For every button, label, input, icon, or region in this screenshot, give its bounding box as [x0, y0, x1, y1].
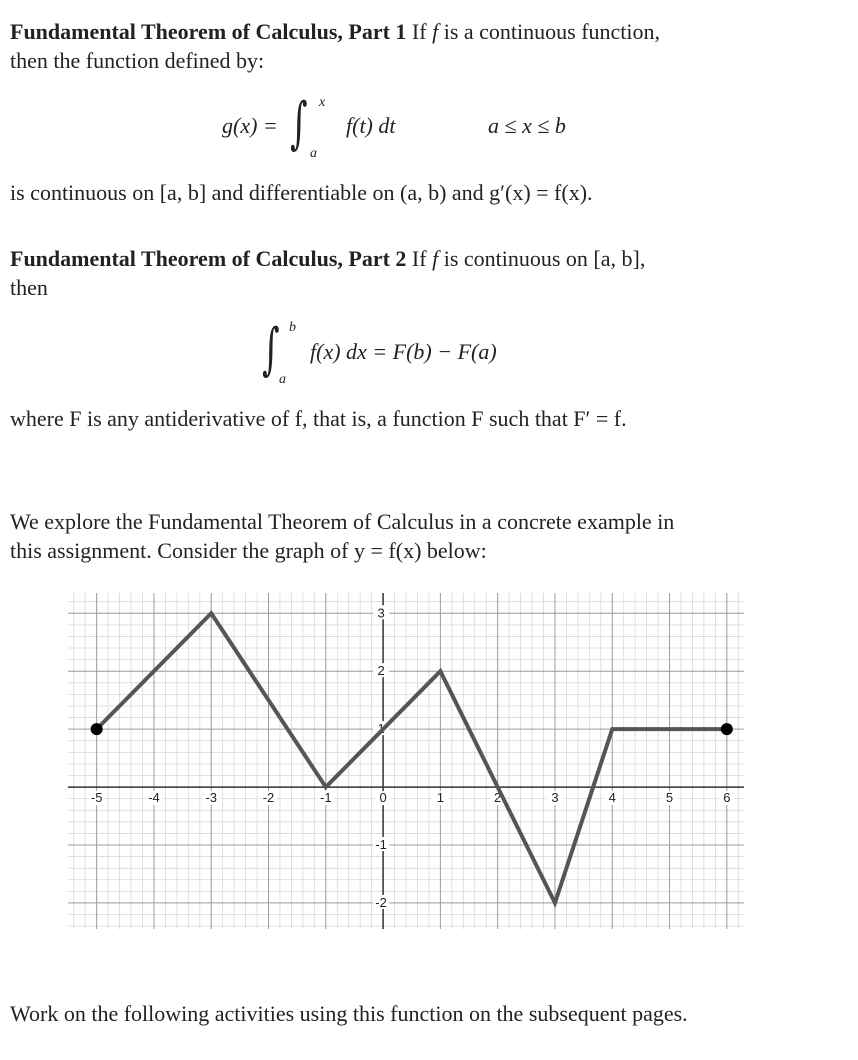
y-tick-label: -1 — [375, 837, 387, 852]
ftc2-f: f — [432, 246, 439, 271]
ftc2-line2: then — [10, 275, 48, 300]
ftc2-upper-limit: b — [289, 320, 296, 335]
series-line-f — [97, 613, 727, 903]
ftc1-upper-limit: x — [319, 95, 326, 110]
y-tick-label: 3 — [377, 605, 385, 621]
x-tick-label: 5 — [665, 790, 674, 806]
ftc1-integrand: f(t) dt — [346, 113, 396, 138]
ftc2-conclusion: where F is any antiderivative of f, that is, a function F such that F′ = f. — [10, 406, 627, 431]
ftc1-integral-sign: ∫ — [290, 91, 308, 156]
ftc2-integral-sign: ∫ — [262, 317, 280, 382]
ftc1-if: If — [411, 19, 427, 44]
y-tick-label: 2 — [377, 663, 385, 679]
ftc1-line2: then the function defined by: — [10, 48, 265, 73]
x-tick-label: -1 — [320, 790, 332, 806]
ftc1-heading: Fundamental Theorem of Calculus, Part 1 — [10, 19, 407, 44]
intro-line2: this assignment. Consider the graph of y = f(x) below: — [10, 538, 487, 563]
intro-text — [10, 507, 810, 565]
ftc2-heading: Fundamental Theorem of Calculus, Part 2 — [10, 246, 407, 271]
ftc2-continuous: is continuous on [a, b], — [443, 246, 646, 271]
x-tick-label: 4 — [608, 790, 616, 806]
footer-text: Work on the following activities using this function on the subsequent pages. — [10, 1001, 688, 1026]
endpoint-dot — [721, 723, 733, 735]
ftc1-statement — [10, 17, 810, 75]
x-tick-label: -5 — [90, 790, 103, 806]
ftc2-lower-limit: a — [279, 372, 286, 387]
x-tick-label: 1 — [436, 790, 444, 806]
y-tick-label: 1 — [377, 721, 385, 737]
ftc2-equation: f(x) dx = F(b) − F(a) — [310, 339, 497, 364]
x-tick-label: -3 — [205, 790, 218, 806]
intro-line1: We explore the Fundamental Theorem of Calculus in a concrete example in — [10, 509, 675, 534]
endpoint-dot — [91, 723, 103, 735]
x-tick-label: -4 — [148, 790, 160, 806]
ftc1-continuous: is a continuous function, — [443, 19, 661, 44]
x-tick-label: 2 — [494, 790, 502, 806]
y-tick-label: -2 — [375, 894, 387, 910]
function-graph — [68, 593, 744, 929]
x-tick-label: -2 — [262, 790, 275, 806]
ftc1-f: f — [432, 19, 439, 44]
x-tick-label: 0 — [379, 790, 387, 806]
ftc1-condition: a ≤ x ≤ b — [488, 113, 566, 138]
ftc1-conclusion: is continuous on [a, b] and differentiable on (a, b) and g′(x) = f(x). — [10, 180, 593, 205]
x-tick-label: 6 — [723, 790, 731, 806]
ftc1-lower-limit: a — [310, 146, 317, 161]
ftc1-eq-lhs: g(x) = — [222, 113, 278, 138]
x-tick-label: 3 — [551, 790, 559, 806]
ftc2-statement — [10, 244, 810, 302]
ftc2-if: If — [411, 246, 427, 271]
